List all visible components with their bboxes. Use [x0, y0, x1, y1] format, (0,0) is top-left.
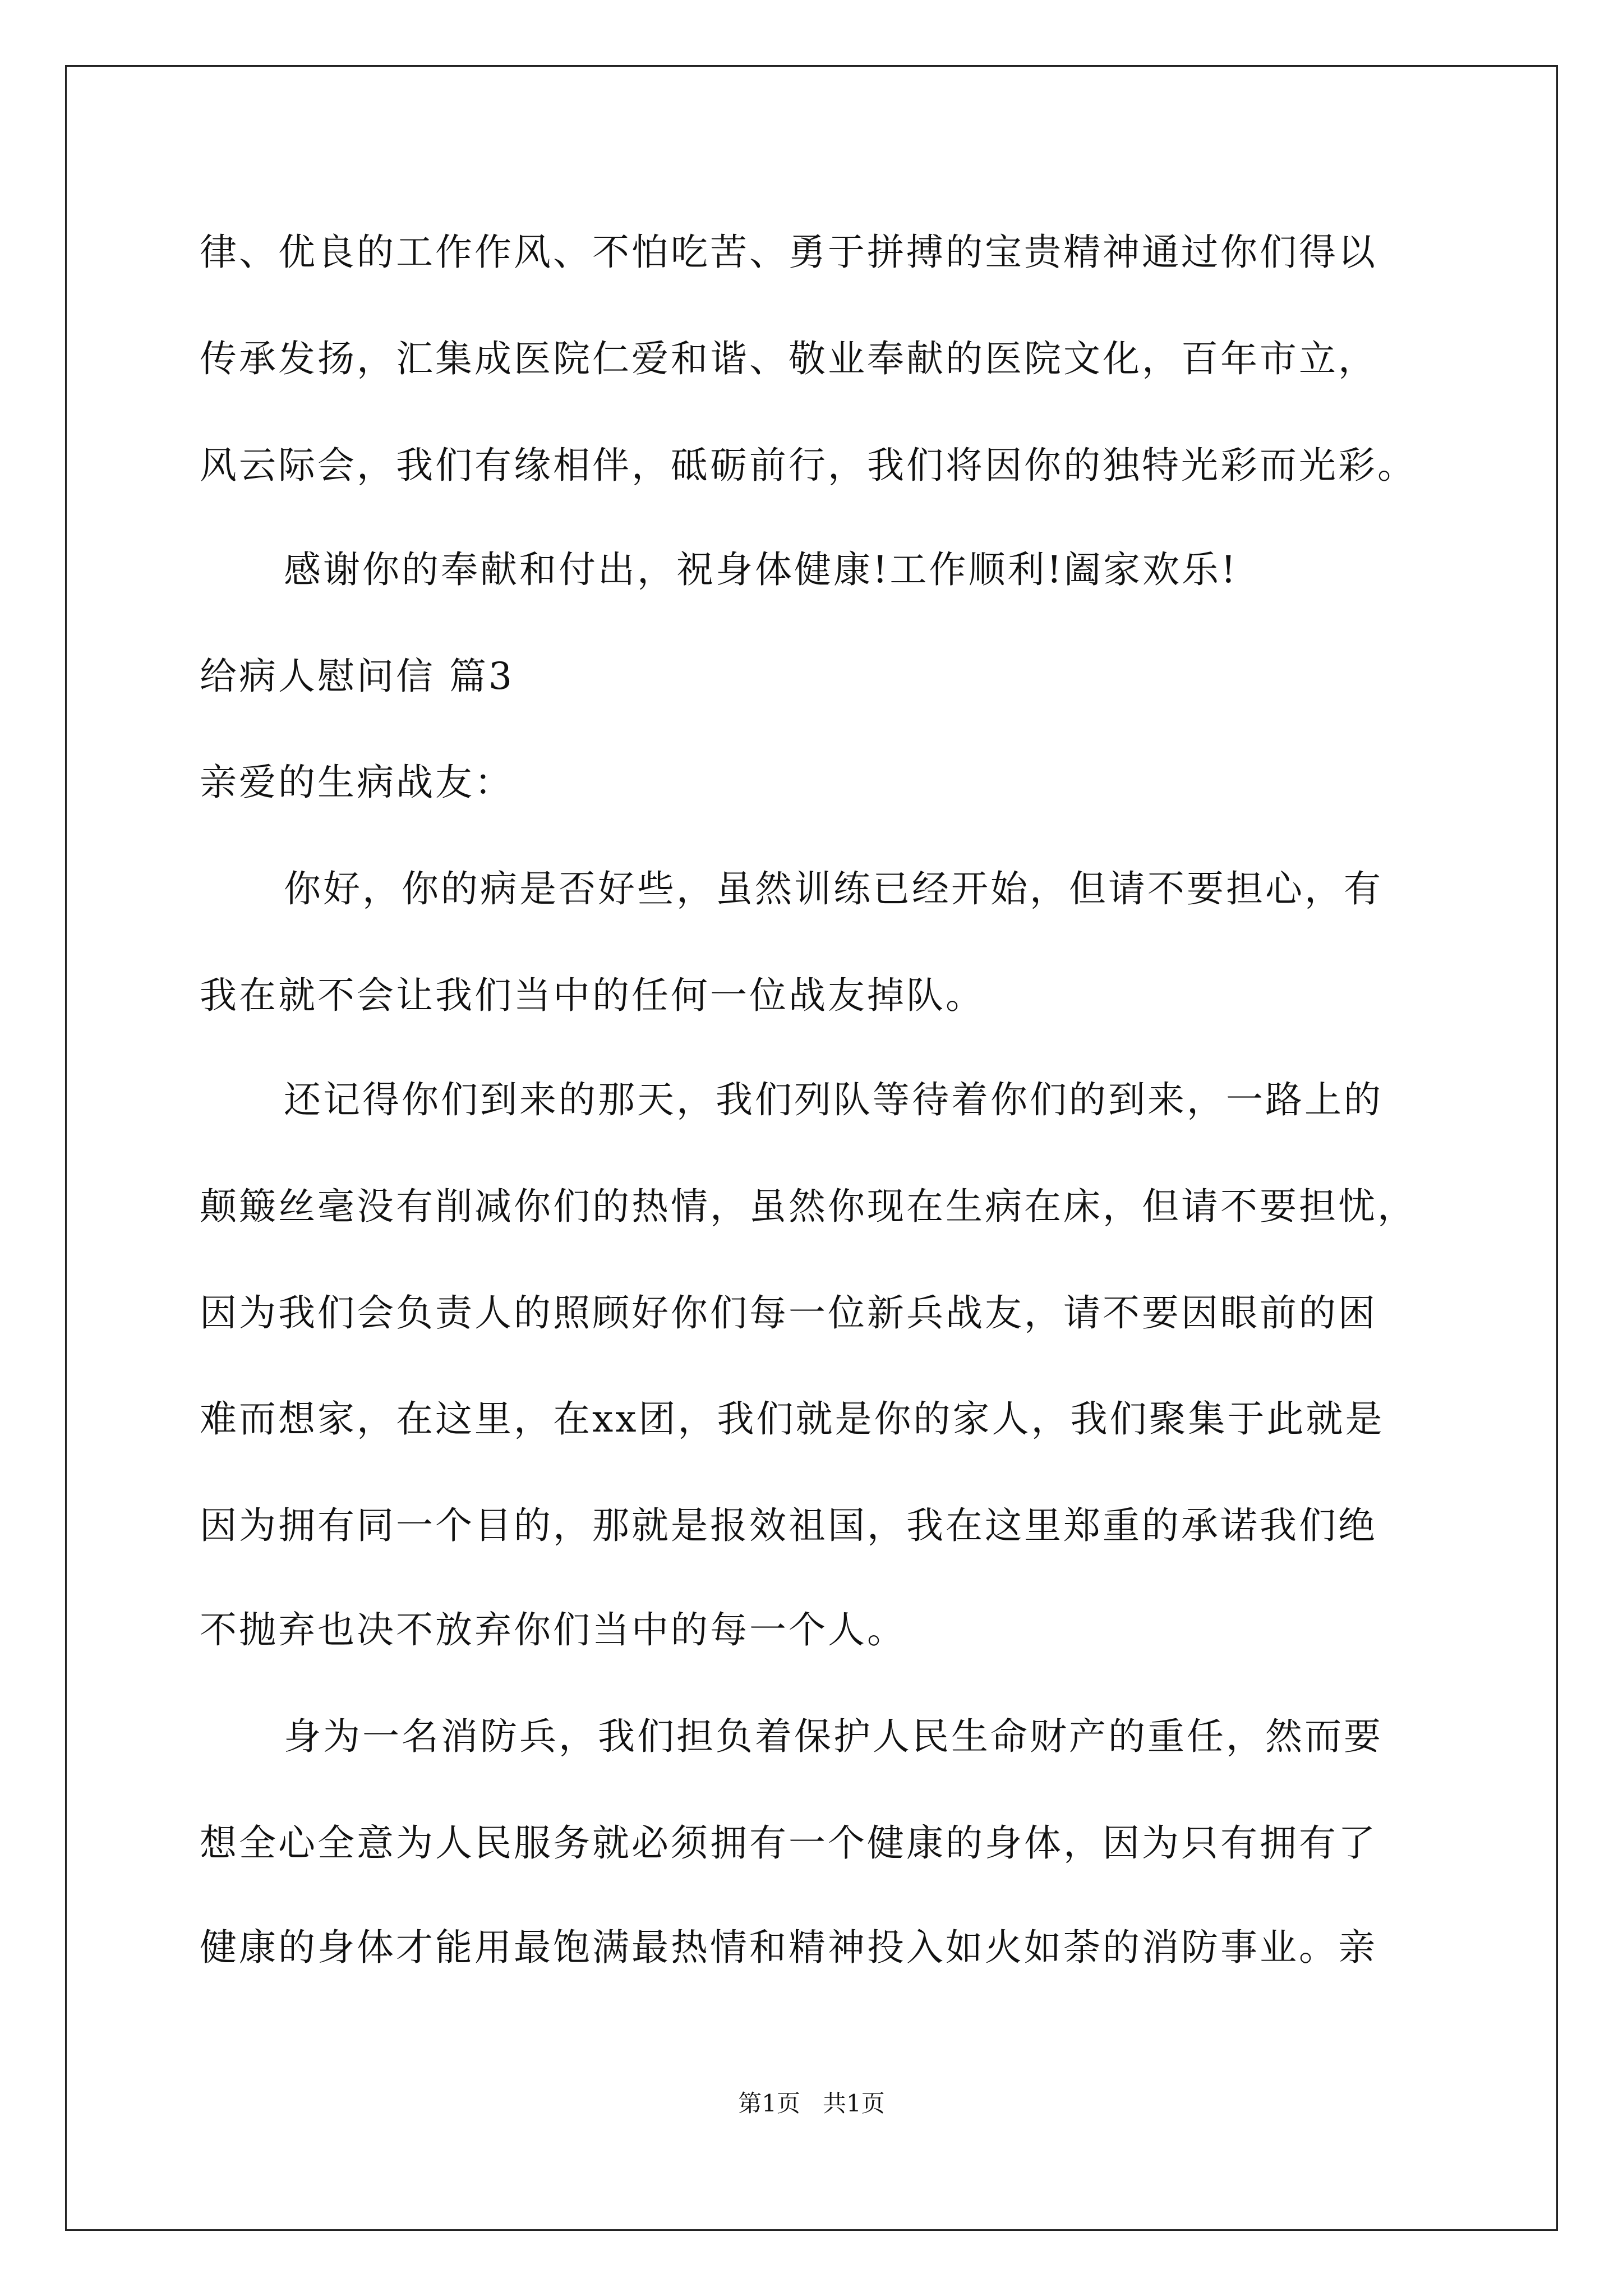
- paragraph-line: 不抛弃也决不放弃你们当中的每一个人。: [200, 1608, 906, 1651]
- paragraph-line: 颠簸丝毫没有削减你们的热情，虽然你现在生病在床，但请不要担忧，: [200, 1185, 1417, 1228]
- paragraph-line: 感谢你的奉献和付出，祝身体健康!工作顺利!阖家欢乐!: [284, 548, 1238, 591]
- paragraph-line: 律、优良的工作作风、不怕吃苦、勇于拼搏的宝贵精神通过你们得以: [200, 231, 1377, 274]
- paragraph-line: 因为我们会负责人的照顾好你们每一位新兵战友，请不要因眼前的困: [200, 1291, 1377, 1335]
- salutation: 亲爱的生病战友：: [200, 761, 514, 804]
- paragraph-line: 你好，你的病是否好些，虽然训练已经开始，但请不要担心，有: [284, 867, 1383, 910]
- paragraph-line: 风云际会，我们有缘相伴，砥砺前行，我们将因你的独特光彩而光彩。: [200, 444, 1417, 487]
- paragraph-line: 还记得你们到来的那天，我们列队等待着你们的到来，一路上的: [284, 1078, 1383, 1121]
- paragraph-line: 传承发扬，汇集成医院仁爱和谐、敬业奉献的医院文化，百年市立，: [200, 337, 1377, 380]
- section-heading: 给病人慰问信 篇3: [200, 655, 514, 698]
- page-footer: 第1页 共1页: [738, 2090, 885, 2117]
- paragraph-line: 因为拥有同一个目的，那就是报效祖国，我在这里郑重的承诺我们绝: [200, 1504, 1377, 1547]
- paragraph-line: 想全心全意为人民服务就必须拥有一个健康的身体，因为只有拥有了: [200, 1821, 1377, 1865]
- paragraph-line: 身为一名消防兵，我们担负着保护人民生命财产的重任，然而要: [284, 1715, 1383, 1758]
- paragraph-line: 健康的身体才能用最饱满最热情和精神投入如火如荼的消防事业。亲: [200, 1926, 1377, 1969]
- page-border: [65, 65, 1558, 2231]
- paragraph-line: 难而想家，在这里，在xx团，我们就是你的家人，我们聚集于此就是: [200, 1397, 1385, 1441]
- paragraph-line: 我在就不会让我们当中的任何一位战友掉队。: [200, 974, 985, 1017]
